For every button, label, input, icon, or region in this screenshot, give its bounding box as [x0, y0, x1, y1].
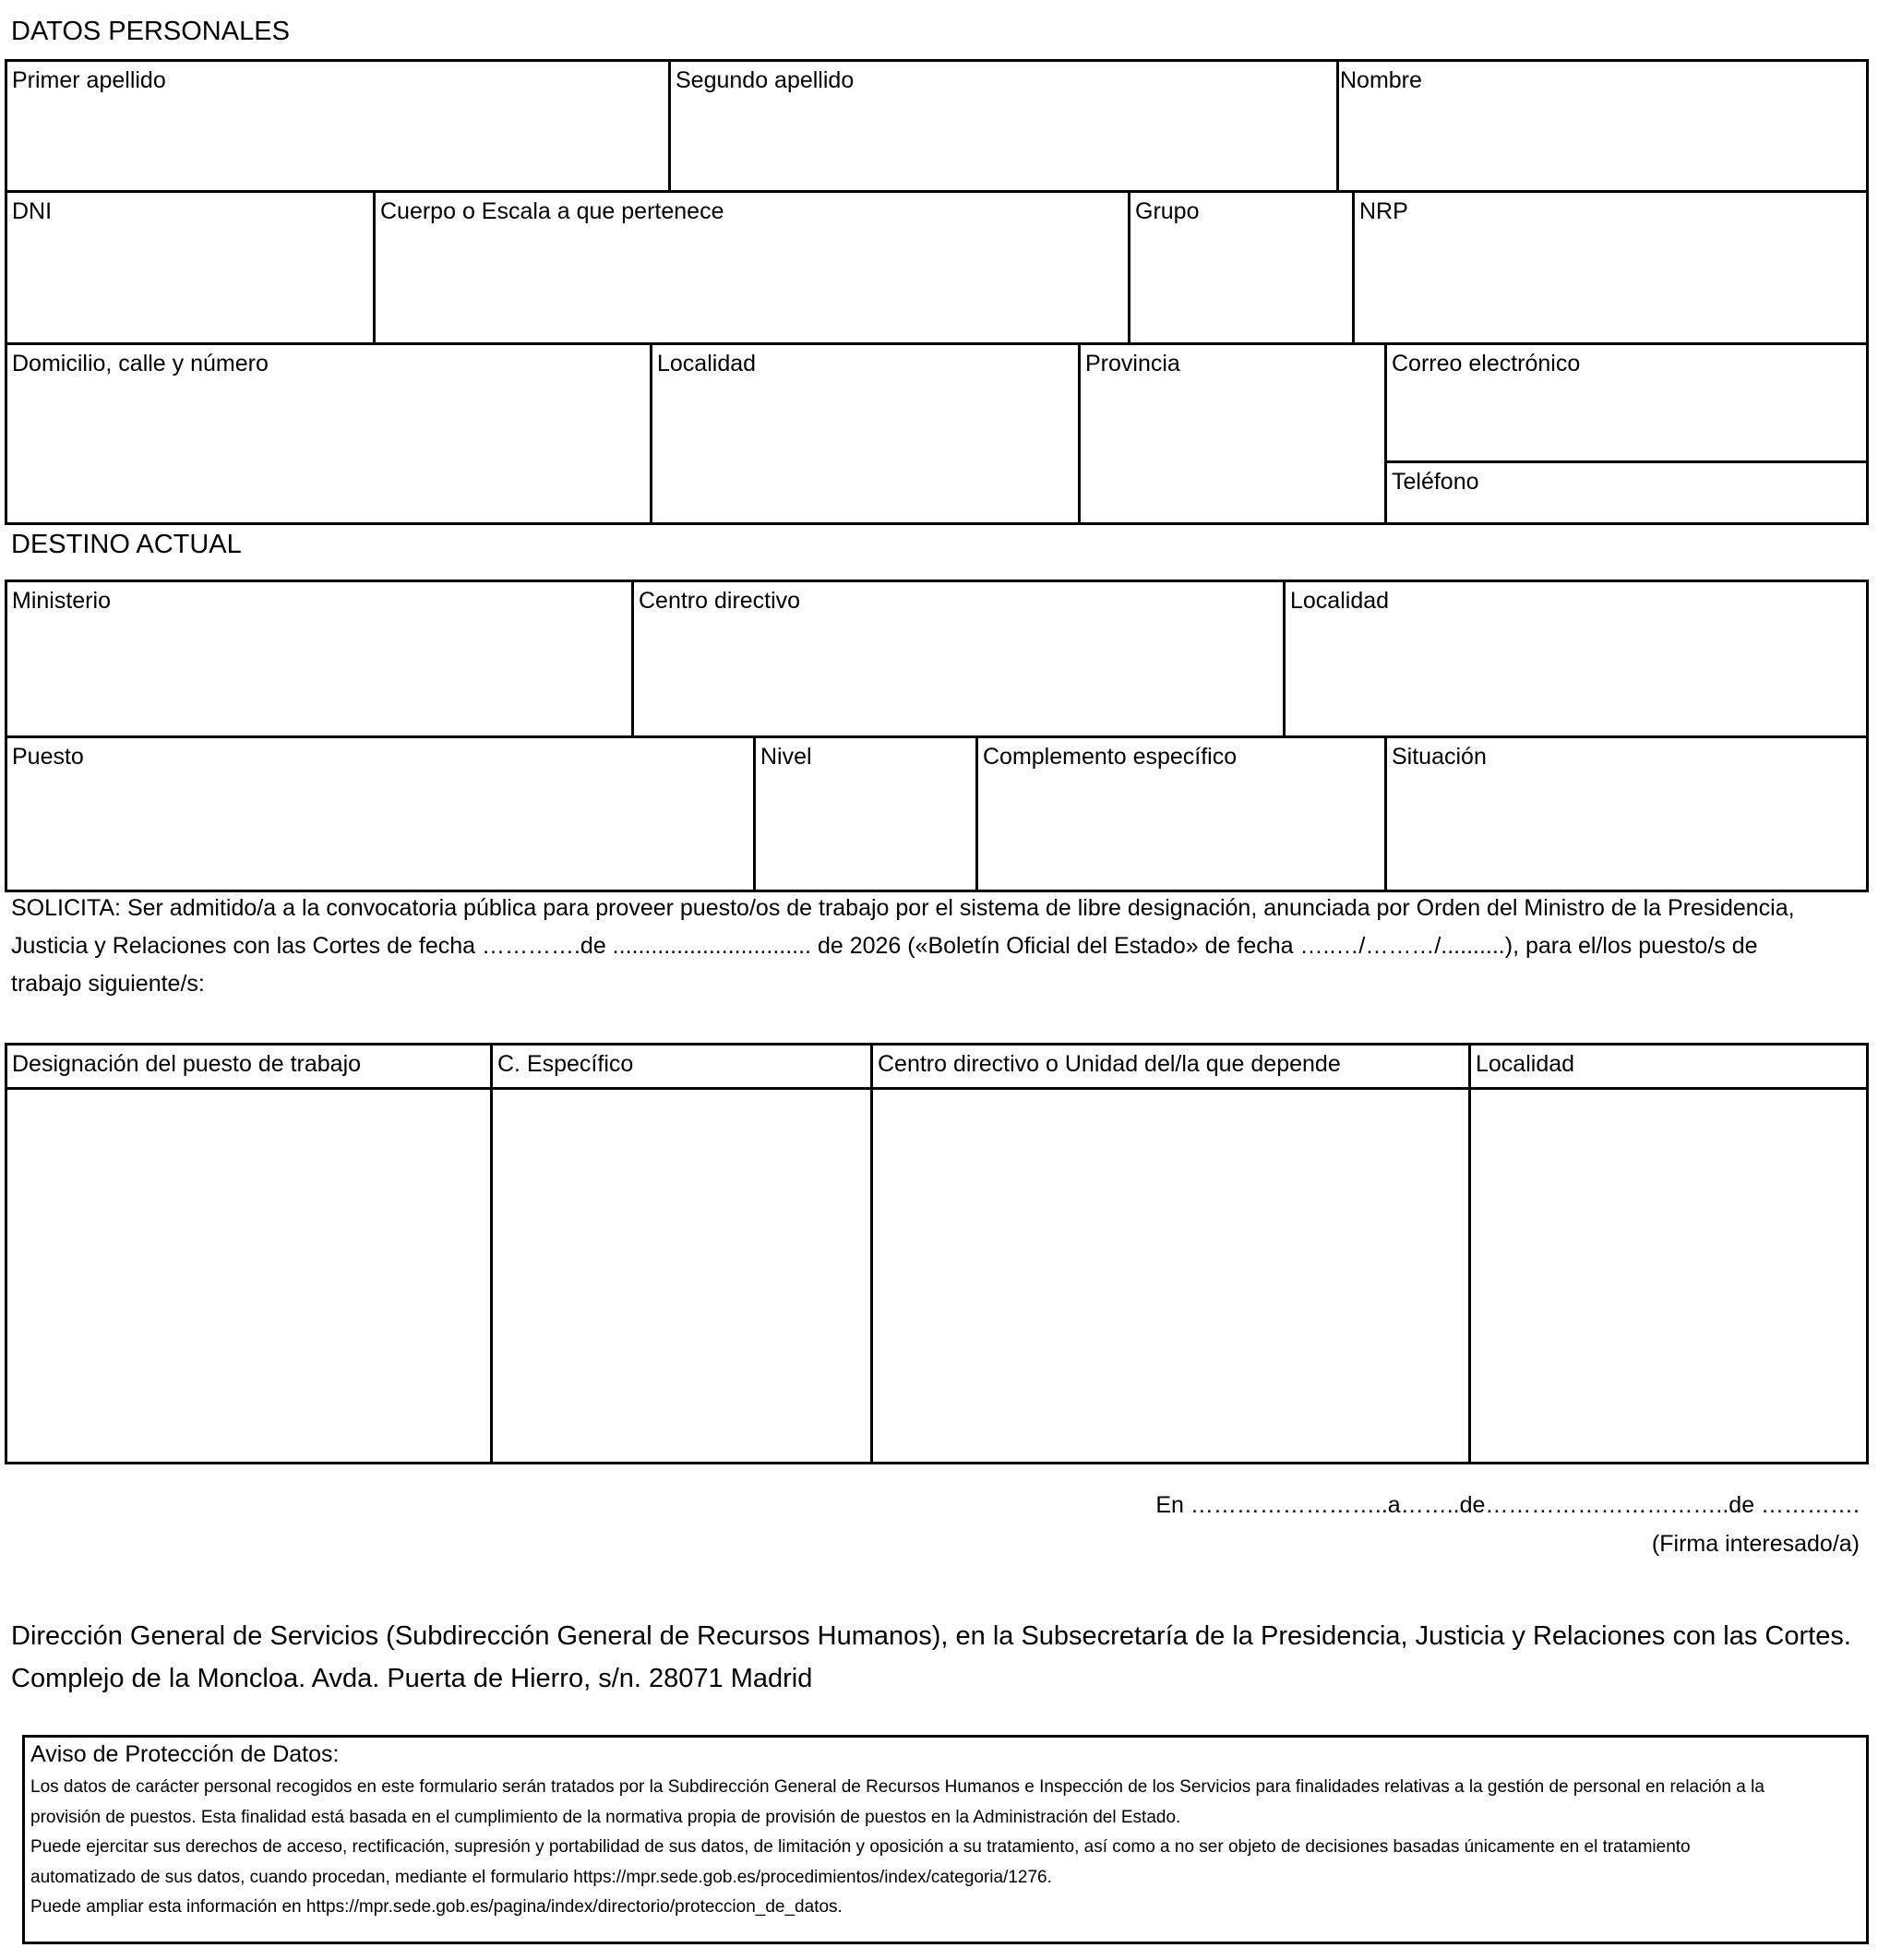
localidad-label: Localidad [657, 351, 757, 376]
domicilio-label: Domicilio, calle y número [12, 351, 269, 376]
field-ministerio[interactable] [7, 582, 631, 735]
aviso-line: Los datos de carácter personal recogidos en este formulario serán tratados por la Subdirección General de Recursos Humanos e Inspección de los Servicios para finalidades relativas a la gestión de personal en relación a la [30, 1777, 1764, 1797]
table-cell-localidad[interactable] [1471, 1090, 1866, 1462]
aviso-title: Aviso de Protección de Datos: [30, 1741, 340, 1767]
primer-apellido-label: Primer apellido [12, 67, 166, 93]
field-localidad[interactable] [652, 345, 1078, 522]
section-title-datos-personales: DATOS PERSONALES [11, 17, 290, 46]
solicita-paragraph [11, 890, 1869, 1003]
header-label: Designación del puesto de trabajo [12, 1051, 362, 1077]
segundo-apellido-label: Segundo apellido [676, 67, 855, 93]
aviso-line: provisión de puestos. Esta finalidad está basada en el cumplimiento de la normativa propia de provisión de puestos en la Administración del Estado. [30, 1807, 1181, 1827]
dni-label: DNI [12, 198, 53, 224]
header-label: C. Específico [497, 1051, 634, 1077]
aviso-line: automatizado de sus datos, cuando procedan, mediante el formulario https://mpr.sede.gob.es/procedimientos/index/categoria/1276. [30, 1867, 1052, 1887]
field-correo[interactable] [1387, 345, 1866, 460]
table-header-centro-directivo [873, 1046, 1468, 1087]
field-grupo[interactable] [1130, 193, 1352, 342]
ministerio-label: Ministerio [12, 588, 111, 614]
localidad-destino-label: Localidad [1290, 588, 1390, 614]
aviso-line: Puede ejercitar sus derechos de acceso, rectificación, supresión y portabilidad de sus datos, de limitación y oposición a su tratamiento, así como a no ser objeto de decisiones basadas únicamente en el tratamiento [30, 1837, 1691, 1857]
section-title-destino-actual: DESTINO ACTUAL [11, 530, 242, 559]
situacion-label: Situación [1392, 744, 1487, 770]
table-cell-centro-directivo[interactable] [873, 1090, 1468, 1462]
correo-label: Correo electrónico [1392, 351, 1581, 376]
footer-address [11, 1615, 1851, 1700]
field-domicilio[interactable] [7, 345, 650, 522]
solicita-line: SOLICITA: Ser admitido/a a la convocatoria pública para proveer puesto/os de trabajo por el sistema de libre designación, anunciada por Orden del Ministro de la Presidencia, [11, 895, 1795, 921]
cuerpo-escala-label: Cuerpo o Escala a que pertenece [380, 198, 724, 224]
puestos-table [5, 1043, 1869, 1464]
field-situacion[interactable] [1387, 738, 1866, 890]
centro-directivo-label: Centro directivo [639, 588, 801, 614]
complemento-especifico-label: Complemento específico [983, 744, 1238, 770]
table-cell-designacion[interactable] [7, 1090, 490, 1462]
field-complemento-especifico[interactable] [978, 738, 1384, 890]
telefono-label: Teléfono [1392, 469, 1479, 495]
field-cuerpo-escala[interactable] [376, 193, 1128, 342]
field-dni[interactable] [7, 193, 373, 342]
aviso-proteccion-datos-box [22, 1735, 1869, 1944]
field-nombre[interactable] [1339, 62, 1866, 190]
field-telefono[interactable] [1387, 463, 1866, 522]
firma-label: (Firma interesado/a) [1651, 1531, 1860, 1557]
datos-personales-table [5, 59, 1869, 525]
footer-address-line: Dirección General de Servicios (Subdirección General de Recursos Humanos), en la Subsecretaría de la Presidencia, Justicia y Relaciones con las Cortes. [11, 1621, 1851, 1651]
field-primer-apellido[interactable] [7, 62, 668, 190]
solicita-line: trabajo siguiente/s: [11, 971, 205, 997]
solicita-line: Justicia y Relaciones con las Cortes de fecha ………….de ............................... de 2026 («Boletín Oficial del Estado» de fecha …..…/………/..........), para el/los puesto/s de [11, 933, 1758, 959]
nombre-label: Nombre [1340, 67, 1422, 93]
lugar-fecha-line[interactable]: En ……………………..a……..de…………………………..de …………. [1155, 1492, 1860, 1518]
table-header-c-especifico [493, 1046, 870, 1087]
nivel-label: Nivel [760, 744, 812, 770]
footer-address-line: Complejo de la Moncloa. Avda. Puerta de Hierro, s/n. 28071 Madrid [11, 1664, 813, 1693]
aviso-text [30, 1773, 1764, 1923]
field-segundo-apellido[interactable] [671, 62, 1336, 190]
nrp-label: NRP [1359, 198, 1408, 224]
field-nivel[interactable] [756, 738, 975, 890]
table-header-designacion [7, 1046, 490, 1087]
field-centro-directivo[interactable] [634, 582, 1283, 735]
provincia-label: Provincia [1085, 351, 1180, 376]
grupo-label: Grupo [1135, 198, 1200, 224]
destino-actual-table [5, 580, 1869, 892]
puesto-label: Puesto [12, 744, 84, 770]
header-label: Localidad [1476, 1051, 1575, 1077]
field-provincia[interactable] [1081, 345, 1384, 522]
field-nrp[interactable] [1355, 193, 1866, 342]
field-puesto[interactable] [7, 738, 753, 890]
table-header-localidad [1471, 1046, 1866, 1087]
header-label: Centro directivo o Unidad del/la que depende [878, 1051, 1341, 1077]
field-localidad-destino[interactable] [1286, 582, 1866, 735]
table-cell-c-especifico[interactable] [493, 1090, 870, 1462]
aviso-line: Puede ampliar esta información en https://mpr.sede.gob.es/pagina/index/directorio/proteccion_de_datos. [30, 1897, 843, 1917]
